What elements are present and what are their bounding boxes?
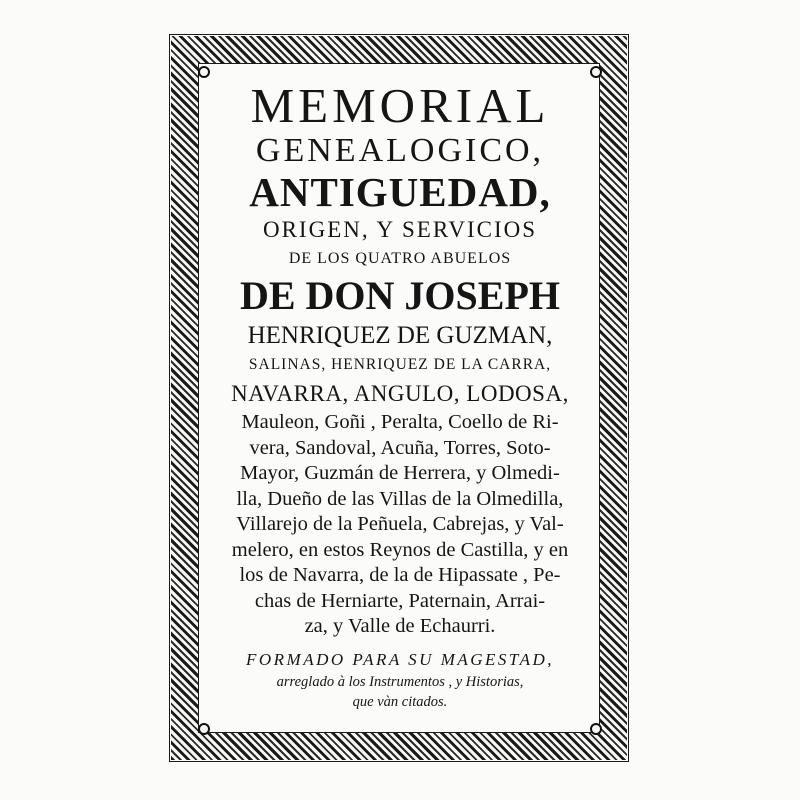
imprint-line: arreglado à los Instrumentos , y Historias, <box>276 673 524 690</box>
imprint-line: que vàn citados. <box>352 693 448 710</box>
title-text-block <box>205 80 595 712</box>
main-title: MEMORIAL <box>250 78 550 133</box>
title-line: ORIGEN, Y SERVICIOS <box>262 217 538 242</box>
body-line: los de Navarra, de la de Hipassate , Pe- <box>239 564 561 586</box>
corner-ring-ornament <box>198 66 210 78</box>
body-line: Mayor, Guzmán de Herrera, y Olmedi- <box>240 462 560 484</box>
corner-ring-ornament <box>590 723 602 735</box>
imprint-line: FORMADO PARA SU MAGESTAD, <box>245 649 555 669</box>
body-line: melero, en estos Reynos de Castilla, y en <box>231 538 569 561</box>
title-line: SALINAS, HENRIQUEZ DE LA CARRA, <box>248 356 552 373</box>
corner-ring-ornament <box>198 723 210 735</box>
title-line: DE DON JOSEPH <box>239 273 561 318</box>
body-line: Mauleon, Goñi , Peralta, Coello de Ri- <box>241 411 559 433</box>
body-line: Villarejo de la Peñuela, Cabrejas, y Val- <box>236 513 564 535</box>
body-line: za, y Valle de Echaurri. <box>304 615 496 637</box>
body-line: lla, Dueño de las Villas de la Olmedilla, <box>236 487 564 510</box>
title-line: DE LOS QUATRO ABUELOS <box>288 250 512 267</box>
body-line: vera, Sandoval, Acuña, Torres, Soto- <box>249 436 551 459</box>
body-line: chas de Herniarte, Paternain, Arrai- <box>254 589 546 612</box>
title-line: NAVARRA, ANGULO, LODOSA, <box>231 381 569 406</box>
corner-ring-ornament <box>590 66 602 78</box>
title-line: HENRIQUEZ DE GUZMAN, <box>247 322 553 349</box>
title-line: ANTIGUEDAD, <box>249 169 551 215</box>
title-line: GENEALOGICO, <box>255 132 545 169</box>
